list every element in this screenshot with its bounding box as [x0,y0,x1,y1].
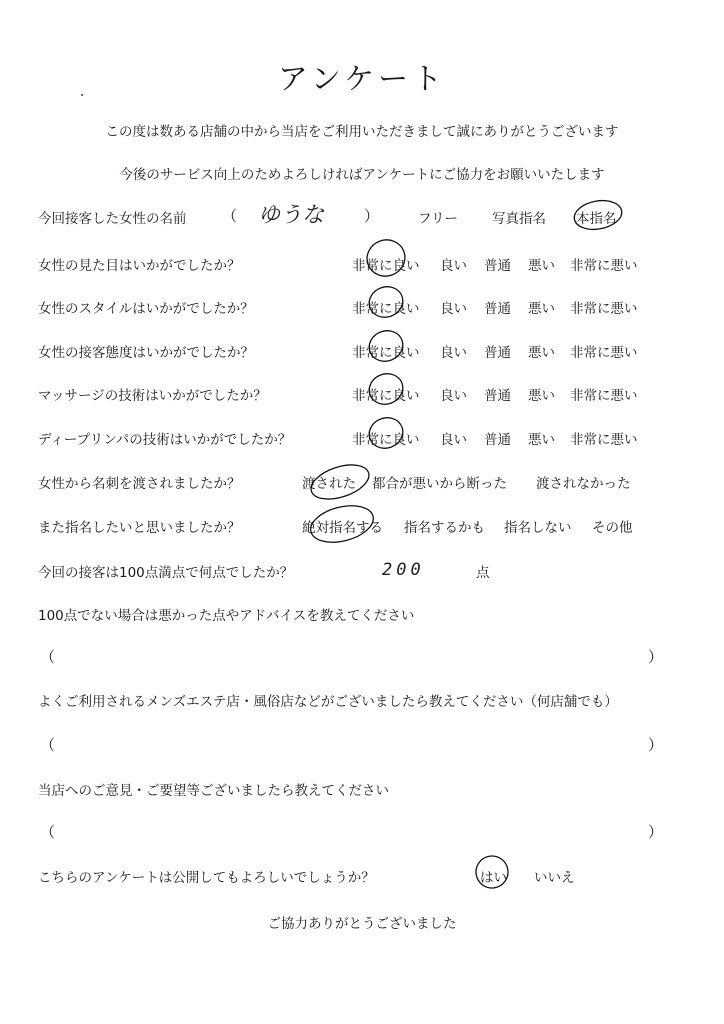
feedback-question: 100点でない場合は悪かった点やアドバイスを教えてください [38,608,415,624]
rating-lymph-option-4[interactable]: 悪い [528,432,555,448]
closing-message: ご協力ありがとうございました [267,916,457,932]
score-question: 今回の接客は100点満点で何点でしたか？ [38,565,294,581]
other-shops-close-paren: ） [648,736,664,754]
publish-option-yes[interactable]: はい [480,870,507,886]
rating-looks-option-2[interactable]: 良い [440,258,467,274]
rating-question-attitude: 女性の接客態度はいかがでしたか？ [38,345,254,361]
rating-style-option-3[interactable]: 普通 [484,301,511,317]
rating-attitude-option-3[interactable]: 普通 [484,345,511,361]
rating-lymph-option-3[interactable]: 普通 [484,432,511,448]
score-unit: 点 [476,565,490,581]
name-option-honshimei[interactable]: 本指名 [576,211,617,227]
rating-style-option-2[interactable]: 良い [440,301,467,317]
rating-style-option-5[interactable]: 非常に悪い [570,301,638,317]
rating-attitude-option-4[interactable]: 悪い [528,345,555,361]
rating-question-lymph: ディープリンパの技術はいかがでしたか？ [38,432,292,448]
name-close-paren: ） [364,207,380,225]
score-answer: 200 [382,560,425,580]
rating-massage-option-5[interactable]: 非常に悪い [570,388,638,404]
name-option-photo[interactable]: 写真指名 [492,211,546,227]
rating-looks-option-3[interactable]: 普通 [484,258,511,274]
rating-lymph-option-2[interactable]: 良い [440,432,467,448]
renominate-question: また指名したいと思いましたか？ [38,520,241,536]
intro-line-1: この度は数ある店舗の中から当店をご利用いただきまして誠にありがとうございます [105,124,619,140]
opinion-question: 当店へのご意見・ご要望等ございましたら教えてください [38,783,389,799]
name-open-paren: （ [222,207,238,225]
rating-question-looks: 女性の見た目はいかがでしたか？ [38,258,241,274]
opinion-open-paren: （ [40,823,56,841]
card-option-declined[interactable]: 都合が悪いから断った [372,476,507,492]
intro-line-2: 今後のサービス向上のためよろしければアンケートにご協力をお願いいたします [119,167,605,183]
rating-massage-option-1[interactable]: 非常に良い [352,388,420,404]
renominate-option-no[interactable]: 指名しない [504,520,572,536]
feedback-open-paren: （ [40,648,56,666]
rating-massage-option-2[interactable]: 良い [440,388,467,404]
survey-title: アンケート [277,62,447,97]
renominate-option-definitely[interactable]: 絶対指名する [302,520,383,536]
publish-question: こちらのアンケートは公開してもよろしいでしょうか？ [38,870,375,886]
rating-style-option-4[interactable]: 悪い [528,301,555,317]
name-question: 今回接客した女性の名前 [38,211,187,227]
rating-lymph-option-1[interactable]: 非常に良い [352,432,420,448]
rating-question-massage: マッサージの技術はいかがでしたか？ [38,388,267,404]
rating-looks-option-5[interactable]: 非常に悪い [570,258,638,274]
name-option-free[interactable]: フリー [418,211,458,227]
publish-option-no[interactable]: いいえ [534,870,575,886]
card-option-received[interactable]: 渡された [302,476,356,492]
card-question: 女性から名刺を渡されましたか？ [38,476,241,492]
renominate-option-other[interactable]: その他 [592,520,633,536]
rating-attitude-option-1[interactable]: 非常に良い [352,345,420,361]
rating-question-style: 女性のスタイルはいかがでしたか？ [38,301,254,317]
rating-looks-option-1[interactable]: 非常に良い [352,258,420,274]
rating-massage-option-3[interactable]: 普通 [484,388,511,404]
rating-lymph-option-5[interactable]: 非常に悪い [570,432,638,448]
renominate-option-maybe[interactable]: 指名するかも [404,520,485,536]
rating-style-option-1[interactable]: 非常に良い [352,301,420,317]
other-shops-question: よくご利用されるメンズエステ店・風俗店などがございましたら教えてください（何店舗でも） [38,694,618,710]
opinion-close-paren: ） [648,823,664,841]
feedback-close-paren: ） [648,648,664,666]
card-option-not-received[interactable]: 渡されなかった [536,476,631,492]
rating-massage-option-4[interactable]: 悪い [528,388,555,404]
rating-attitude-option-5[interactable]: 非常に悪い [570,345,638,361]
name-answer: ゆうな [258,203,325,228]
rating-attitude-option-2[interactable]: 良い [440,345,467,361]
rating-looks-option-4[interactable]: 悪い [528,258,555,274]
other-shops-open-paren: （ [40,736,56,754]
